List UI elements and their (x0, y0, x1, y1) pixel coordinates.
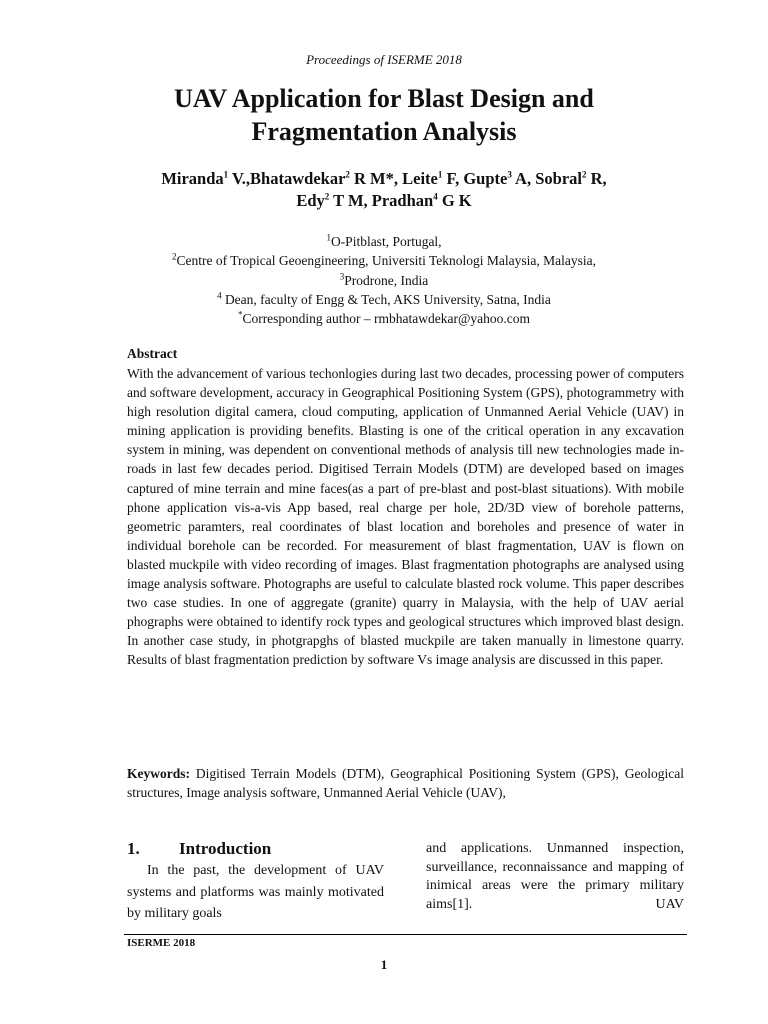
section-heading-introduction (127, 839, 271, 859)
affiliation-sup: 3 (339, 271, 345, 282)
author-sep: R, (586, 169, 607, 188)
affiliation-text: Dean, faculty of Engg & Tech, AKS University, Satna, India (221, 291, 551, 307)
author-sep: A, (511, 169, 536, 188)
author-sup: 1 (437, 169, 443, 180)
author-name: Sobral (535, 169, 582, 188)
affiliation-line (110, 271, 658, 290)
author-sep: V., (228, 169, 251, 188)
author-sup: 4 (433, 191, 438, 202)
affiliation-line (110, 232, 658, 251)
abstract-heading: Abstract (127, 346, 178, 361)
keywords (127, 764, 684, 802)
affiliation-line (110, 309, 658, 328)
affiliation-text: O-Pitblast, Portugal, (330, 234, 442, 249)
author-name: Pradhan (371, 191, 434, 210)
paper-title: UAV Application for Blast Design and Fragmentation Analysis (174, 84, 594, 146)
affiliation-sup: 2 (172, 251, 177, 262)
author-sup: 2 (582, 169, 587, 180)
affiliation-text: Centre of Tropical Geoengineering, Universiti Teknologi Malaysia, Malaysia, (176, 253, 596, 269)
affiliation-sup: 1 (326, 232, 331, 243)
author-name: Leite (402, 169, 438, 188)
intro-right-column: and applications. Unmanned inspection, surveillance, reconnaissance and mapping of inimical areas were the primary military aims[1]. UAV (426, 841, 684, 912)
author-list (110, 168, 658, 212)
affiliation-sup: * (237, 309, 243, 320)
author-sep: F, (442, 169, 464, 188)
keywords-text: Digitised Terrain Models (DTM), Geographical Positioning System (GPS), Geological structures, Image analysis software, Unmanned Aerial Vehicle (UAV), (127, 766, 684, 800)
affiliation-text: Corresponding author – rmbhatawdekar@yahoo.com (242, 311, 531, 327)
footer-rule (124, 934, 687, 935)
keywords-label: Keywords: (127, 766, 190, 781)
author-sup: 3 (507, 169, 512, 180)
author-sup: 2 (324, 191, 330, 202)
proceedings-header: Proceedings of ISERME 2018 (306, 52, 462, 67)
page-number: 1 (380, 957, 388, 972)
section-number: 1. (127, 839, 140, 858)
affiliation-line (110, 290, 658, 309)
affiliation-sup: 4 (217, 290, 222, 301)
author-name: Miranda (161, 169, 224, 188)
author-name: Gupte (463, 169, 508, 188)
affiliation-text: Prodrone, India (344, 272, 429, 288)
affiliation-list (110, 232, 658, 328)
author-sup: 2 (345, 169, 350, 180)
section-title: Introduction (179, 839, 272, 858)
author-name: Bhatawdekar (250, 169, 346, 188)
abstract-body: With the advancement of various techonlogies during last two decades, processing power of computers and software development, accuracy in Geographical Positioning System (GPS), photogrammetry with high resolution digital camera, cloud computing, application of Unmanned Aerial Vehicle (UAV) in mining application is providing benefits. Blasting is one of the critical operation in any excavation system in mining, was dependent on conventional methods of analysis till new technologies made in-roads in last few decades period. Digitised Terrain Models (DTM) are developed based on images captured of mine terrain and mine faces(as a part of pre-blast and post-blast situations). With mobile phone application vis-a-vis App based, real charge per hole, 2D/3D view of borehole patterns, geometric paramters, real coordinates of blast location and boreholes and presence of water in individual borehole can be recorded. For measurement of blast fragmentation, UAV is flown on blasted muckpile with video recording of images. Blast fragmentation photographs are analysed using image analysis software. Photographs are useful to calculate blasted rock volume. This paper describes two case studies. In one of aggregate (granite) quarry in Malaysia, with the help of UAV aerial phographs were obtained to identify rock types and geological structures which improved blast design. In another case study, in photgrapghs of blasted muckpile are taken manually in limestone quarry. Results of blast fragmentation prediction by software Vs image analysis are discussed in this paper. (127, 366, 684, 668)
affiliation-line (110, 251, 658, 270)
author-sep: T M, (329, 191, 372, 210)
author-sep: G K (437, 191, 472, 210)
author-name: Edy (296, 191, 325, 210)
author-sup: 1 (223, 169, 229, 180)
footer-label: ISERME 2018 (127, 937, 196, 949)
intro-left-column: In the past, the development of UAV systems and platforms was mainly motivated by military goals (127, 863, 384, 921)
author-sep: R M*, (349, 169, 403, 188)
